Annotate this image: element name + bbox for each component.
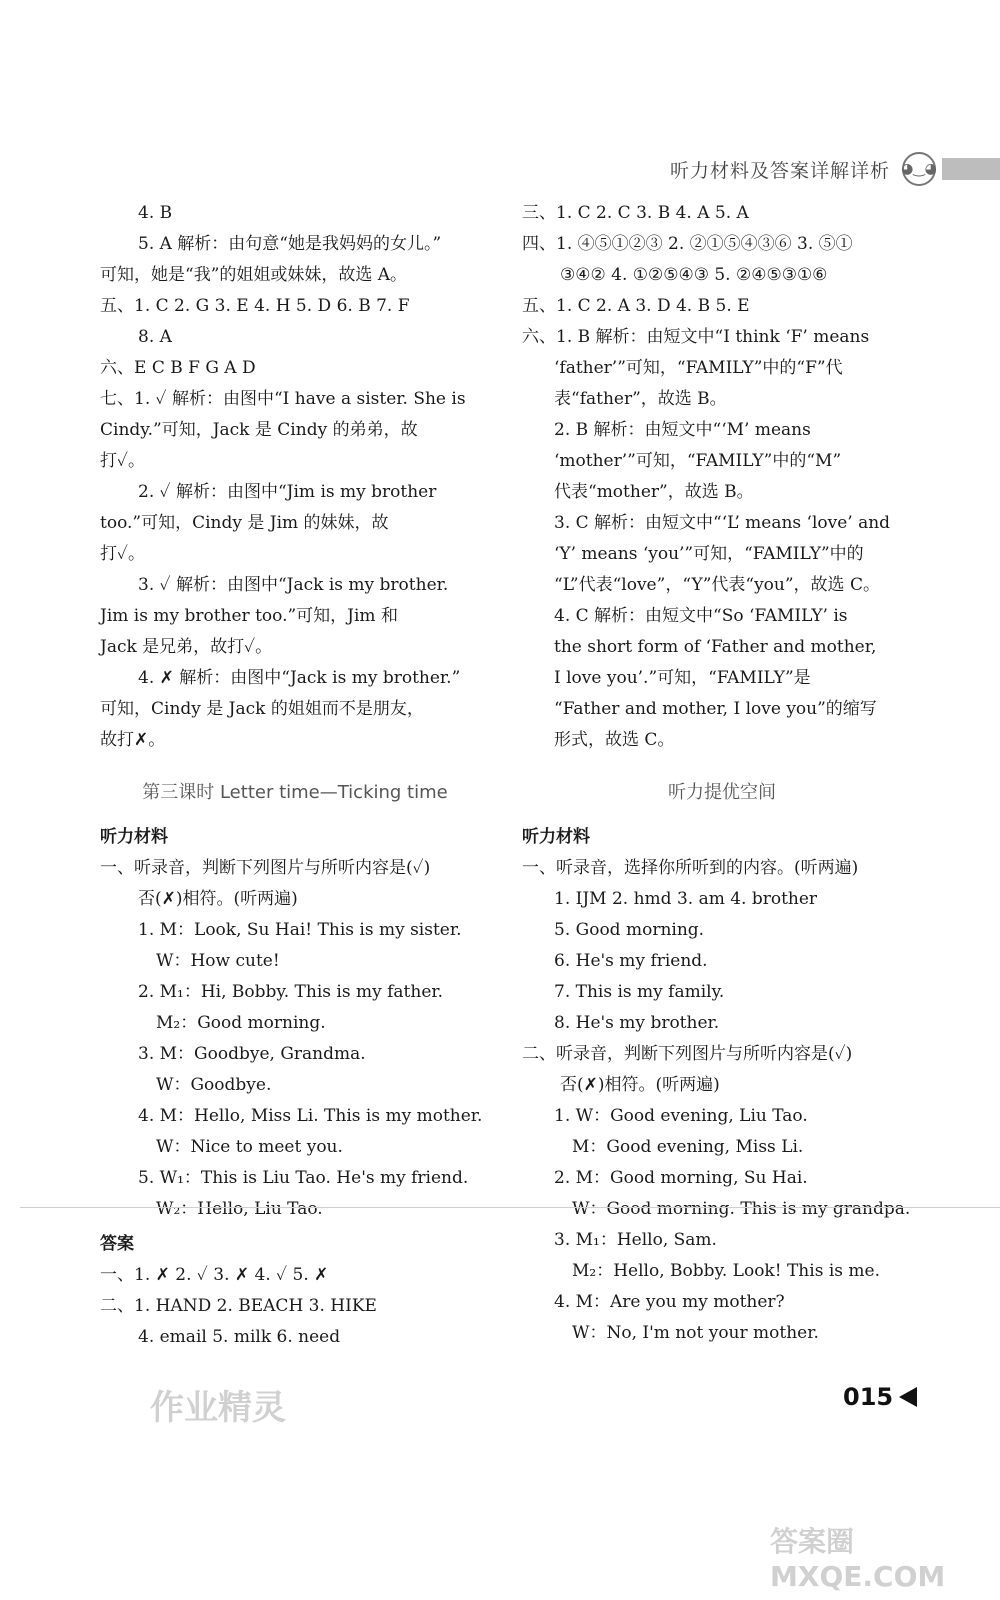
- answer-line: 六、1. B 解析：由短文中“I think ‘F’ means: [522, 327, 870, 347]
- right-column: [522, 198, 922, 1349]
- listening-line: W：Goodbye.: [156, 1075, 272, 1095]
- page-number-text: 015: [843, 1383, 894, 1411]
- answer-line: 故打✗。: [100, 730, 166, 750]
- listening-line: M₂：Good morning.: [156, 1013, 326, 1033]
- left-column: [100, 198, 490, 1353]
- listening-line: W：No, I'm not your mother.: [572, 1323, 819, 1343]
- answer-line: ‘mother’”可知，“FAMILY”中的“M”: [554, 451, 842, 471]
- listening-line: M₂：Hello, Bobby. Look! This is me.: [572, 1261, 880, 1281]
- answer-line: “Father and mother, I love you”的缩写: [554, 699, 877, 719]
- answer-line: 打✓。: [100, 451, 145, 471]
- listening-line: 8. He's my brother.: [554, 1013, 720, 1033]
- answer-line: 四、1. ④⑤①②③ 2. ②①⑤④③⑥ 3. ⑤①: [522, 234, 853, 254]
- listening-line: 7. This is my family.: [554, 982, 725, 1002]
- answer-line: ③④② 4. ①②⑤④③ 5. ②④⑤③①⑥: [560, 265, 828, 285]
- header-bar: [942, 158, 1000, 180]
- answers-heading: 答案: [100, 1234, 134, 1254]
- answer-line: 七、1. ✓ 解析：由图中“I have a sister. She is: [100, 389, 466, 409]
- answer-line: 可知，Cindy 是 Jack 的姐姐而不是朋友，: [100, 699, 424, 719]
- answer-line: Jack 是兄弟，故打✓。: [100, 637, 273, 657]
- answers-line: 4. email 5. milk 6. need: [138, 1327, 341, 1347]
- answer-line: 可知，她是“我”的姐姐或妹妹，故选 A。: [100, 265, 408, 285]
- listening-line: W：How cute!: [156, 951, 280, 971]
- answer-line: 3. ✓ 解析：由图中“Jack is my brother.: [138, 575, 449, 595]
- answer-line: the short form of ‘Father and mother,: [554, 637, 877, 657]
- listening-heading: 听力材料: [100, 827, 168, 847]
- answers-line: 一、1. ✗ 2. ✓ 3. ✗ 4. ✓ 5. ✗: [100, 1265, 329, 1285]
- listening-line: 1. IJM 2. hmd 3. am 4. brother: [554, 889, 818, 909]
- section-divider: [20, 1207, 1000, 1208]
- listening-line: W₂：Hello, Liu Tao.: [156, 1199, 323, 1219]
- answer-line: 2. ✓ 解析：由图中“Jim is my brother: [138, 482, 437, 502]
- answer-line: ‘Y’ means ‘you’”可知，“FAMILY”中的: [554, 544, 864, 564]
- listening-line: 2. M₁：Hi, Bobby. This is my father.: [138, 982, 444, 1002]
- answer-line: 8. A: [138, 327, 172, 347]
- panda-face-icon: ◕‿◕: [902, 152, 936, 186]
- listening-line: 否(✗)相符。(听两遍): [560, 1075, 720, 1095]
- answers-line: 二、1. HAND 2. BEACH 3. HIKE: [100, 1296, 377, 1316]
- listening-line: 1. W：Good evening, Liu Tao.: [554, 1106, 808, 1126]
- answer-line: 4. C 解析：由短文中“So ‘FAMILY’ is: [554, 606, 848, 626]
- watermark-corner: 答案圈 MXQE.COM: [770, 1525, 946, 1593]
- listening-line: 4. M：Hello, Miss Li. This is my mother.: [138, 1106, 483, 1126]
- answer-line: 三、1. C 2. C 3. B 4. A 5. A: [522, 203, 749, 223]
- listening-line: 6. He's my friend.: [554, 951, 708, 971]
- answer-line: Jim is my brother too.”可知，Jim 和: [100, 606, 398, 626]
- answer-line: 2. B 解析：由短文中“‘M’ means: [554, 420, 811, 440]
- listening-line: 4. M：Are you my mother?: [554, 1292, 785, 1312]
- page-number: [843, 1383, 917, 1411]
- answer-line: 3. C 解析：由短文中“‘L’ means ‘love’ and: [554, 513, 891, 533]
- answer-line: 4. B: [138, 203, 173, 223]
- triangle-left-icon: [899, 1387, 917, 1407]
- page-header: [580, 148, 1000, 190]
- section-heading: 第三课时 Letter time—Ticking time: [142, 782, 448, 803]
- listening-line: 二、听录音，判断下列图片与所听内容是(✓): [522, 1044, 853, 1064]
- answer-line: 代表“mother”，故选 B。: [554, 482, 754, 502]
- answer-line: 4. ✗ 解析：由图中“Jack is my brother.”: [138, 668, 461, 688]
- answer-line: 五、1. C 2. G 3. E 4. H 5. D 6. B 7. F: [100, 296, 410, 316]
- answer-line: too.”可知，Cindy 是 Jim 的妹妹，故: [100, 513, 389, 533]
- answer-line: Cindy.”可知，Jack 是 Cindy 的弟弟，故: [100, 420, 418, 440]
- listening-line: 3. M：Goodbye, Grandma.: [138, 1044, 366, 1064]
- watermark: 作业精灵: [150, 1388, 286, 1428]
- answer-line: 打✓。: [100, 544, 145, 564]
- listening-line: 一、听录音，选择你所听到的内容。(听两遍): [522, 858, 859, 878]
- listening-line: 2. M：Good morning, Su Hai.: [554, 1168, 808, 1188]
- listening-line: M：Good evening, Miss Li.: [572, 1137, 804, 1157]
- answer-line: 表“father”，故选 B。: [554, 389, 727, 409]
- listening-line: 一、听录音，判断下列图片与所听内容是(✓): [100, 858, 431, 878]
- answer-line: ‘father’”可知，“FAMILY”中的“F”代: [554, 358, 843, 378]
- listening-line: 否(✗)相符。(听两遍): [138, 889, 298, 909]
- answer-line: 五、1. C 2. A 3. D 4. B 5. E: [522, 296, 750, 316]
- listening-line: W：Nice to meet you.: [156, 1137, 343, 1157]
- listening-line: 1. M：Look, Su Hai! This is my sister.: [138, 920, 462, 940]
- listening-line: 5. W₁：This is Liu Tao. He's my friend.: [138, 1168, 469, 1188]
- listening-line: 3. M₁：Hello, Sam.: [554, 1230, 717, 1250]
- listening-line: 5. Good morning.: [554, 920, 705, 940]
- answer-line: 六、E C B F G A D: [100, 358, 256, 378]
- answer-line: 形式，故选 C。: [554, 730, 675, 750]
- answer-line: I love you’.”可知，“FAMILY”是: [554, 668, 811, 688]
- header-title: 听力材料及答案详解详析: [669, 159, 890, 182]
- listening-line: W：Good morning. This is my grandpa.: [572, 1199, 911, 1219]
- answer-line: 5. A 解析：由句意“她是我妈妈的女儿。”: [138, 234, 442, 254]
- listening-heading: 听力材料: [522, 827, 590, 847]
- answer-line: “L”代表“love”，“Y”代表“you”，故选 C。: [554, 575, 880, 595]
- section-heading: 听力提优空间: [668, 782, 776, 803]
